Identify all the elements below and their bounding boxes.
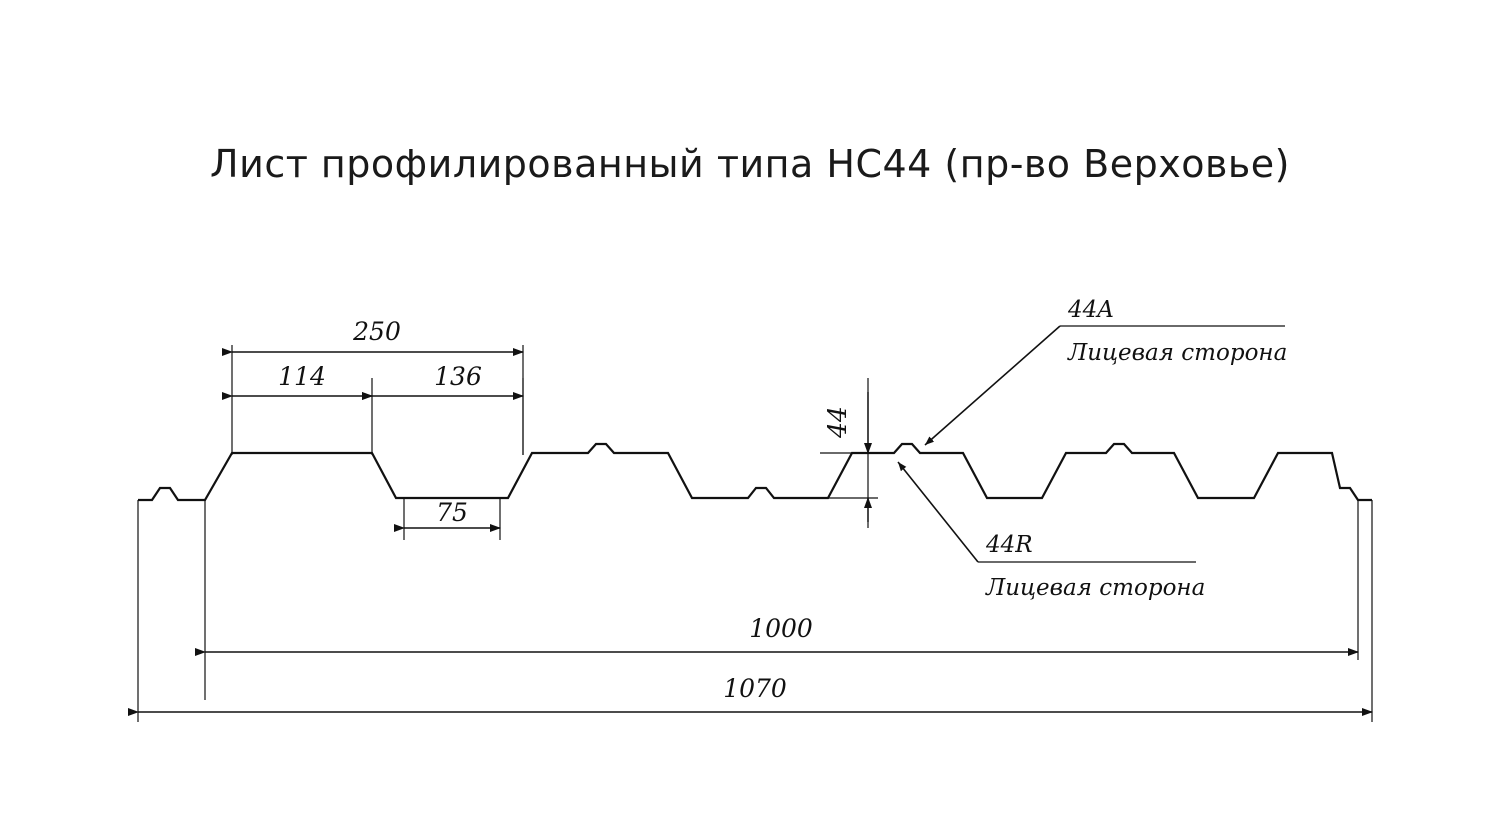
dimension-75-label: 75: [436, 498, 468, 527]
dimension-1000-label: 1000: [749, 614, 813, 643]
dimension-1070-label: 1070: [723, 674, 787, 703]
page-title: Лист профилированный типа НС44 (пр-во Верховье): [210, 142, 1290, 186]
callout-44r: [898, 462, 1205, 601]
dimension-250: [232, 317, 523, 352]
dimension-114: [232, 362, 372, 396]
extension-lines: [138, 345, 1372, 722]
profile-outline: [138, 444, 1372, 500]
callout-44a: [925, 297, 1287, 445]
dimension-75: [404, 498, 500, 528]
callout-44a-side-label: Лицевая сторона: [1068, 340, 1288, 366]
dimension-44-height: [823, 392, 868, 522]
dimension-1000: [205, 614, 1358, 652]
dimension-1070: [138, 674, 1372, 712]
callout-44a-label: 44A: [1068, 297, 1114, 323]
dimension-136-label: 136: [434, 362, 482, 391]
callout-44r-side-label: Лицевая сторона: [986, 575, 1206, 601]
callout-44r-label: 44R: [986, 532, 1033, 558]
dimension-250-label: 250: [353, 317, 401, 346]
dimension-114-label: 114: [278, 362, 326, 391]
dimension-44-label: 44: [823, 406, 852, 438]
dimension-136: [372, 362, 523, 396]
